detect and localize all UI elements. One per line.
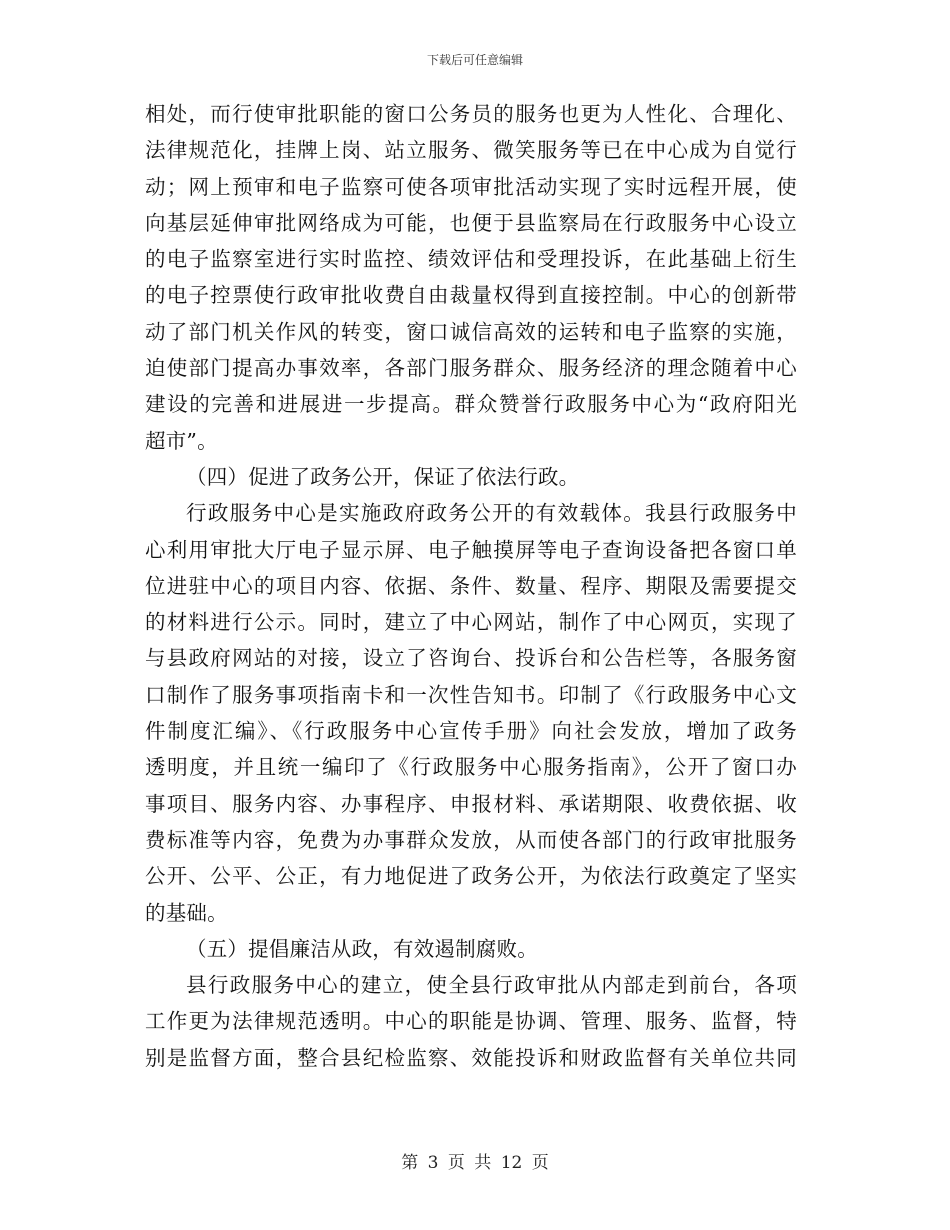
- text-line: 的电子控票使行政审批收费自由裁量权得到直接控制。中心的创新带: [145, 283, 797, 308]
- page-header-note: 下载后可任意编辑: [426, 53, 523, 67]
- text-line: 透明度，并且统一编印了《行政服务中心服务指南》，公开了窗口办: [145, 755, 797, 780]
- text-line: 别是监督方面，整合县纪检监察、效能投诉和财政监督有关单位共同: [145, 1045, 797, 1070]
- text-line: 与县政府网站的对接，设立了咨询台、投诉台和公告栏等，各服务窗: [145, 646, 797, 671]
- text-line: 超市”。: [145, 428, 218, 453]
- text-line: 的电子监察室进行实时监控、绩效评估和受理投诉，在此基础上衍生: [145, 247, 797, 272]
- text-line: 县行政服务中心的建立，使全县行政审批从内部走到前台，各项: [186, 973, 797, 998]
- text-line: 相处，而行使审批职能的窗口公务员的服务也更为人性化、合理化、: [145, 102, 797, 126]
- text-line: 的基础。: [145, 900, 228, 925]
- text-line: 建设的完善和进展进一步提高。群众赞誉行政服务中心为“政府阳光: [145, 392, 797, 417]
- text-line: 口制作了服务事项指南卡和一次性告知书。印制了《行政服务中心文: [145, 682, 797, 707]
- document-body: [145, 96, 797, 1076]
- text-line: 动；网上预审和电子监察可使各项审批活动实现了实时远程开展，使: [145, 174, 797, 199]
- text-line: 公开、公平、公正，有力地促进了政务公开，为依法行政奠定了坚实: [145, 864, 797, 889]
- text-line: 迫使部门提高办事效率，各部门服务群众、服务经济的理念随着中心: [145, 356, 797, 381]
- text-line: 件制度汇编》、《行政服务中心宣传手册》向社会发放，增加了政务: [145, 719, 797, 744]
- text-line: （五）提倡廉洁从政，有效遏制腐败。: [186, 936, 538, 961]
- text-line: 事项目、服务内容、办事程序、申报材料、承诺期限、收费依据、收: [145, 791, 797, 816]
- text-line: 费标准等内容，免费为办事群众发放，从而使各部门的行政审批服务: [145, 827, 797, 852]
- text-line: 向基层延伸审批网络成为可能，也便于县监察局在行政服务中心设立: [145, 210, 797, 235]
- text-line: （四）促进了政务公开，保证了依法行政。: [186, 464, 580, 489]
- text-line: 行政服务中心是实施政府政务公开的有效载体。我县行政服务中: [186, 501, 797, 526]
- text-line: 法律规范化，挂牌上岗、站立服务、微笑服务等已在中心成为自觉行: [145, 138, 797, 163]
- text-line: 动了部门机关作风的转变，窗口诚信高效的运转和电子监察的实施，: [145, 319, 797, 344]
- page-footer: 第 3 页 共 12 页: [401, 1153, 549, 1173]
- text-line: 的材料进行公示。同时，建立了中心网站，制作了中心网页，实现了: [145, 610, 797, 635]
- text-line: 位进驻中心的项目内容、依据、条件、数量、程序、期限及需要提交: [145, 573, 797, 598]
- text-line: 心利用审批大厅电子显示屏、电子触摸屏等电子查询设备把各窗口单: [145, 537, 797, 562]
- text-line: 工作更为法律规范透明。中心的职能是协调、管理、服务、监督，特: [145, 1009, 797, 1034]
